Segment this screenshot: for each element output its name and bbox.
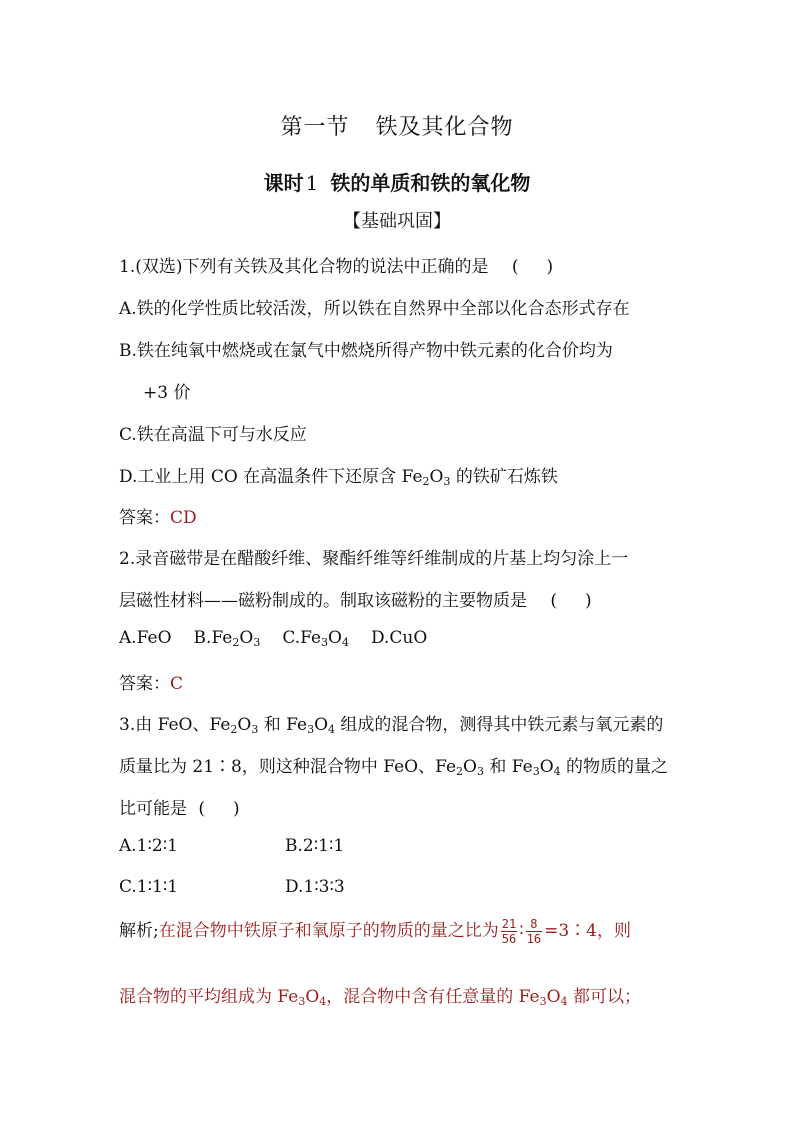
q1-answer-label: 答案： xyxy=(119,508,170,528)
q1-option-a: A.铁的化学性质比较活泼，所以铁在自然界中全部以化合态形式存在 xyxy=(119,299,630,319)
q3-paren-close: ) xyxy=(233,799,240,819)
q3-option-b: B.2∶1∶1 xyxy=(285,836,345,856)
q3-stem3: 比可能是 xyxy=(119,799,187,819)
q3-paren-open: ( xyxy=(198,799,206,819)
q1-stem: 1.(双选)下列有关铁及其化合物的说法中正确的是 xyxy=(119,257,489,277)
fraction-8-16: $\frac{8}{16}$ xyxy=(526,917,542,946)
q2-option-c: $C.Fe_3O_4$ xyxy=(282,628,349,649)
q1-d-mid: O xyxy=(429,467,444,487)
q1-d-sub2: 3 xyxy=(443,475,451,488)
q2-answer-label: 答案： xyxy=(119,674,170,694)
title-part2: 铁及其化合物 xyxy=(375,115,514,140)
q1-answer-line xyxy=(119,503,197,528)
q2-paren-close: ) xyxy=(585,591,592,611)
q1-d-post: 的铁矿石炼铁 xyxy=(450,467,558,487)
q3-analysis-line2: 混合物的平均组成为 $Fe_3O_4$，混合物中含有任意量的 $Fe_3O_4$ 都可以； xyxy=(119,987,641,1008)
q2-answer-line xyxy=(119,669,183,694)
q1-option-d xyxy=(119,462,558,488)
q1-option-c: C.铁在高温下可与水反应 xyxy=(119,425,307,445)
subtitle-prefix: 课时 xyxy=(263,171,304,195)
q2-answer: C xyxy=(170,674,184,694)
q2-stem-line2 xyxy=(119,586,592,611)
q1-paren-open: ( xyxy=(511,257,519,277)
q1-answer: CD xyxy=(170,508,197,528)
q3-stem-line1: 3.由 FeO、$Fe_2O_3$ 和 $Fe_3O_4$ 组成的混合物，测得其中铁元素与氧元素的 xyxy=(119,715,664,736)
q2-option-b: $B.Fe_2O_3$ xyxy=(193,628,261,649)
ratio-colon: ∶ xyxy=(519,921,524,941)
q3-options-row1 xyxy=(119,836,344,856)
q1-stem-line xyxy=(119,252,553,277)
q2-options-line xyxy=(119,628,427,649)
q3-stem-line3 xyxy=(119,794,240,819)
q3-option-a: A.1∶2∶1 xyxy=(119,836,178,856)
q2-option-d: D.CuO xyxy=(370,628,428,648)
q3-analysis-label: 解析; xyxy=(119,921,159,941)
q2-stem-line1: 2.录音磁带是在醋酸纤维、聚酯纤维等纤维制成的片基上均匀涂上一 xyxy=(119,549,629,569)
q1-d-sub1: 2 xyxy=(422,475,430,488)
fraction-21-56: $\frac{21}{56}$ xyxy=(501,917,517,946)
q2-option-a: A.FeO xyxy=(119,628,172,648)
q2-paren-open: ( xyxy=(550,591,558,611)
q3-analysis-text2: =3∶4，则 xyxy=(544,921,631,941)
q3-analysis-line1 xyxy=(119,916,631,946)
q3-option-c: C.1∶1∶1 xyxy=(119,877,179,897)
q3-options-row2 xyxy=(119,877,345,897)
title-part1: 第一节 xyxy=(280,115,350,140)
section-heading: 【基础巩固】 xyxy=(343,211,451,232)
q1-d-pre: D.工业上用 CO 在高温条件下还原含 Fe xyxy=(119,467,423,487)
subtitle-number: 1 xyxy=(305,171,319,195)
q3-analysis-text1: 在混合物中铁原子和氧原子的物质的量之比为 xyxy=(158,921,499,941)
q1-option-b-line1: B.铁在纯氧中燃烧或在氯气中燃烧所得产物中铁元素的化合价均为 xyxy=(119,341,613,361)
q3-stem-line2: 质量比为 21∶8，则这种混合物中 FeO、$Fe_2O_3$ 和 $Fe_3O_4$ 的物质的量之 xyxy=(119,757,669,778)
q1-paren-close: ) xyxy=(546,257,554,277)
subtitle-text: 铁的单质和铁的氧化物 xyxy=(330,171,531,195)
q3-option-d: D.1∶3∶3 xyxy=(285,877,345,897)
q1-option-b-line2: +3 价 xyxy=(143,383,191,403)
q2-stem2: 层磁性材料——磁粉制成的。制取该磁粉的主要物质是 xyxy=(119,591,527,611)
page-title xyxy=(0,110,794,141)
lesson-subtitle xyxy=(0,167,794,196)
